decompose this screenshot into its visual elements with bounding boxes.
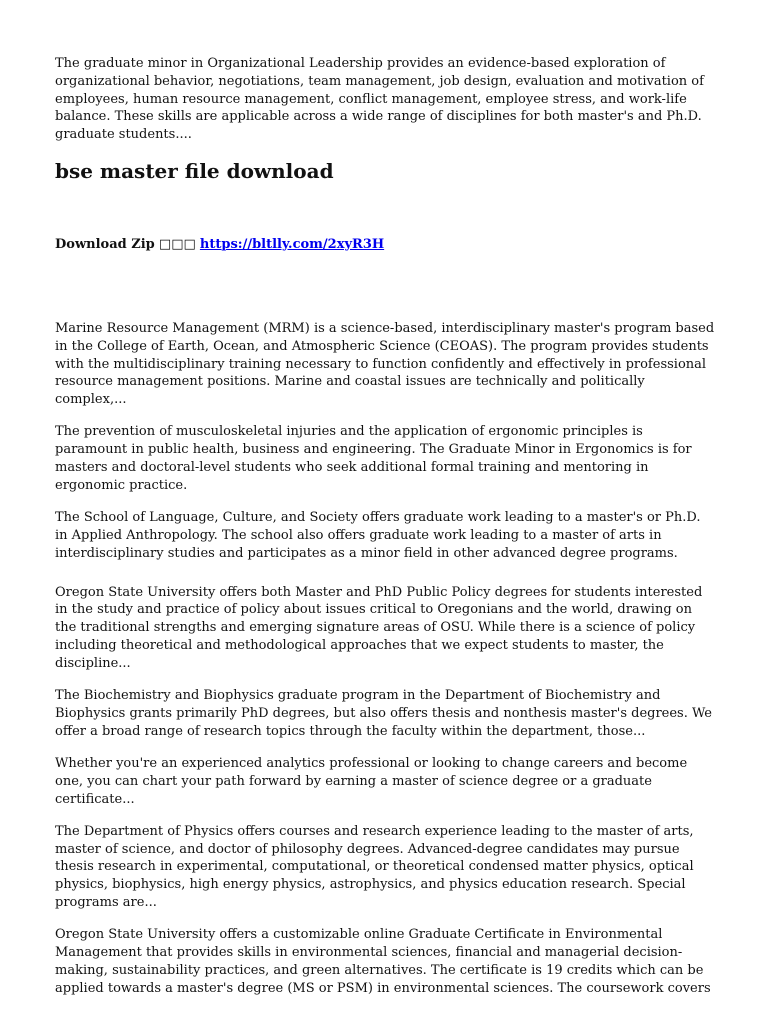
intro-paragraph: The graduate minor in Organizational Leadership provides an evidence-based exploration of organizational behavior, negotiations, team management, job design, evaluation and motivation of employees, human resource management, conflict management, employee stress, and work-life balance. These skills are applicable across a wide range of disciplines for both master's and Ph.D. graduate students.... [55,56,704,143]
paragraph-mrm: Marine Resource Management (MRM) is a science-based, interdisciplinary master's program based in the College of Earth, Ocean, and Atmospheric Science (CEOAS). The program provides students with the multidisciplinary training necessary to function confidently and effectively in professional resource management positions. Marine and coastal issues are technically and politically complex,... [55,320,715,408]
paragraph-analytics: Whether you're an experienced analytics professional or looking to change careers and become one, you can chart your path forward by earning a master of science degree or a graduate certificate... [55,755,688,807]
paragraph-physics: The Department of Physics offers courses and research experience leading to the master of arts, master of science, and doctor of philosophy degrees. Advanced-degree candidates may pursue thesis research in experimental, computational, or theoretical condensed matter physics, optical physics, biophysics, high energy physics, astrophysics, and physics education research. Special programs are... [55,823,694,910]
download-line [55,236,715,253]
download-link[interactable]: https://bltlly.com/2xyR3H [199,236,385,252]
page-title: bse master file download [55,158,334,183]
paragraph-public-policy: Oregon State University offers both Master and PhD Public Policy degrees for students interested in the study and practice of policy about issues critical to Oregonians and the world, drawing on the traditional strengths and emerging signature areas of OSU. While there is a science of policy including theoretical and methodological approaches that we expect students to master, the discipline... [55,584,703,671]
download-label: Download Zip [55,236,155,252]
document-page [55,55,715,1012]
paragraph-environmental: Oregon State University offers a customizable online Graduate Certificate in Environmental Management that provides skills in environmental sciences, financial and managerial decision-making, sustainability practices, and green alternatives. The certificate is 19 credits which can be applied towards a master's degree (MS or PSM) in environmental sciences. The coursework covers [55,927,711,996]
paragraph-ergonomics: The prevention of musculoskeletal injuries and the application of ergonomic principles is paramount in public health, business and engineering. The Graduate Minor in Ergonomics is for masters and doctoral-level students who seek additional formal training and mentoring in ergonomic practice. [55,424,692,493]
paragraph-biochemistry: The Biochemistry and Biophysics graduate program in the Department of Biochemistry and Biophysics grants primarily PhD degrees, but also offers thesis and nonthesis master's degrees. We offer a broad range of research topics through the faculty within the department, those... [55,688,712,739]
download-glyphs: □□□ [158,236,196,252]
paragraph-anthropology: The School of Language, Culture, and Society offers graduate work leading to a master's or Ph.D. in Applied Anthropology. The school also offers graduate work leading to a master of arts in interdisciplinary studies and participates as a minor field in other advanced degree programs. [55,510,701,561]
content-body [55,320,715,998]
